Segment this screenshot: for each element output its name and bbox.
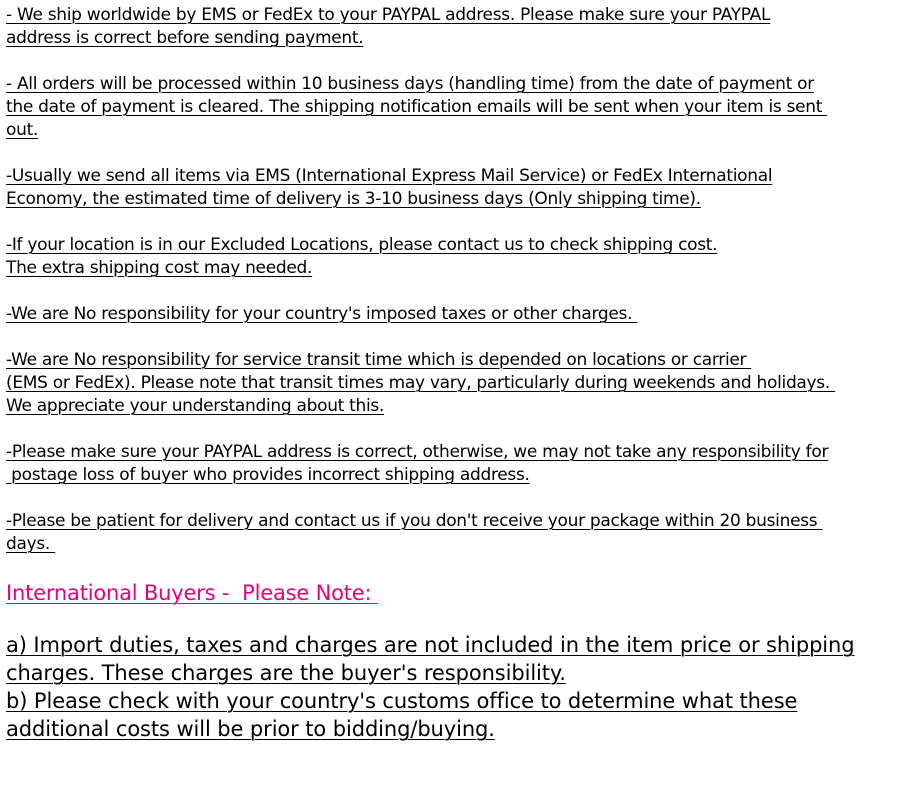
policy-paragraph-delivery-patience	[6, 510, 912, 556]
shipping-policy-document	[6, 4, 912, 743]
policy-paragraph-taxes	[6, 303, 912, 326]
policy-text-line: -Please be patient for delivery and contact us if you don't receive your package within 20 business	[6, 511, 823, 531]
note-text-line: charges. These charges are the buyer's responsibility.	[6, 661, 566, 685]
policy-paragraph-paypal-address	[6, 441, 912, 487]
note-text-line: additional costs will be prior to bidding/buying.	[6, 717, 495, 741]
policy-text-line: Economy, the estimated time of delivery is 3-10 business days (Only shipping time).	[6, 189, 701, 209]
policy-text-line: -We are No responsibility for your country's imposed taxes or other charges.	[6, 304, 638, 324]
policy-text-line: out.	[6, 120, 39, 140]
policy-text-line: -Usually we send all items via EMS (International Express Mail Service) or FedEx International	[6, 166, 773, 186]
note-text-line: b) Please check with your country's customs office to determine what these	[6, 689, 798, 713]
policy-paragraph-carriers	[6, 165, 912, 211]
policy-text-line: address is correct before sending payment.	[6, 28, 364, 48]
policy-paragraph-transit-time	[6, 349, 912, 418]
policy-paragraph-ship-worldwide	[6, 4, 912, 50]
policy-text-line: postage loss of buyer who provides incorrect shipping address.	[6, 465, 530, 485]
policy-text-line: -Please make sure your PAYPAL address is correct, otherwise, we may not take any responsibility for	[6, 442, 829, 462]
note-text-line: a) Import duties, taxes and charges are not included in the item price or shipping	[6, 633, 855, 657]
policy-text-line: The extra shipping cost may needed.	[6, 258, 313, 278]
policy-text-line: - All orders will be processed within 10 business days (handling time) from the date of payment or	[6, 74, 814, 94]
policy-paragraph-excluded-locations	[6, 234, 912, 280]
policy-text-line: days.	[6, 534, 56, 554]
policy-paragraph-processing-time	[6, 73, 912, 142]
policy-text-line: We appreciate your understanding about this.	[6, 396, 385, 416]
policy-text-line: the date of payment is cleared. The shipping notification emails will be sent when your item is sent	[6, 97, 828, 117]
international-buyers-heading	[6, 579, 912, 607]
international-buyers-note	[6, 631, 912, 743]
policy-text-line: (EMS or FedEx). Please note that transit times may vary, particularly during weekends and holidays.	[6, 373, 836, 393]
policy-text-line: -We are No responsibility for service transit time which is depended on locations or carrier	[6, 350, 752, 370]
policy-text-line: - We ship worldwide by EMS or FedEx to your PAYPAL address. Please make sure your PAYPAL	[6, 5, 771, 25]
policy-text-line: -If your location is in our Excluded Locations, please contact us to check shipping cost.	[6, 235, 718, 255]
international-buyers-heading-text: International Buyers - Please Note:	[6, 581, 378, 605]
